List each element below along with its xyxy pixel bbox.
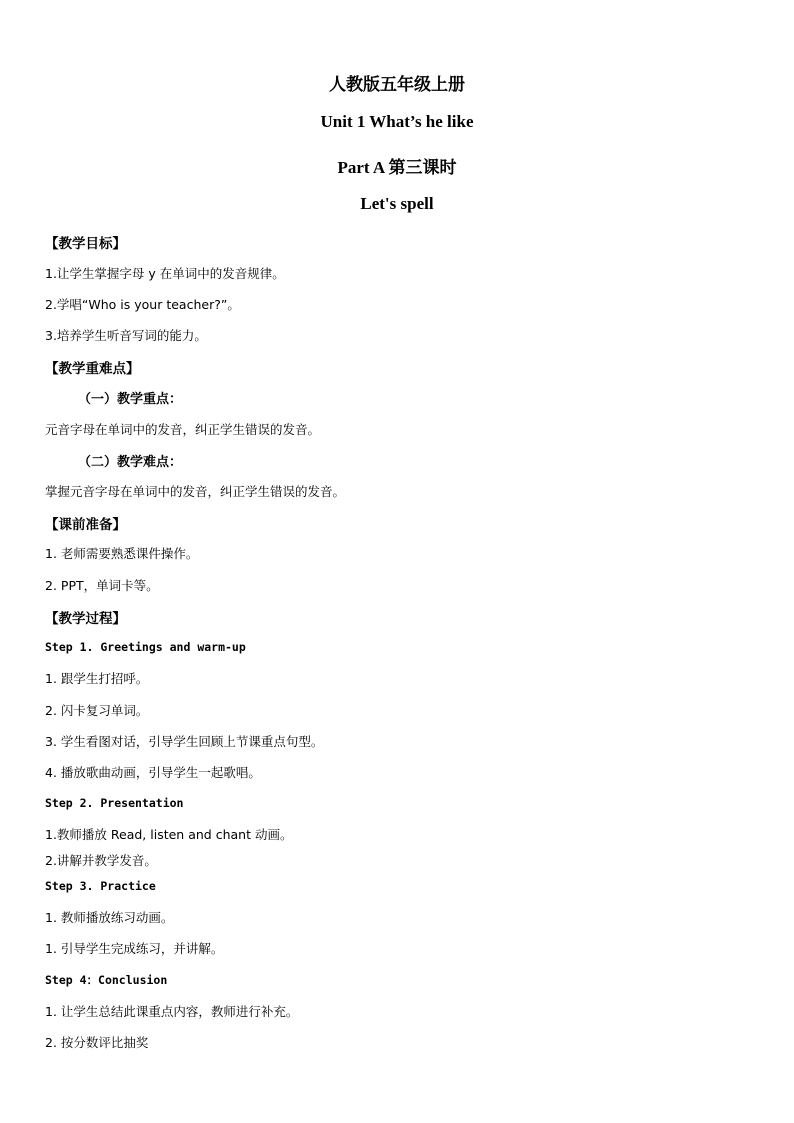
step-3-item: 1. 引导学生完成练习，并讲解。	[45, 941, 224, 956]
step-1-item: 4. 播放歌曲动画，引导学生一起歌唱。	[45, 765, 261, 780]
step-4-item: 1. 让学生总结此课重点内容，教师进行补充。	[45, 1004, 299, 1019]
step-1-title: Step 1. Greetings and warm-up	[45, 640, 246, 654]
part-title: Part A 第三课时	[337, 158, 457, 177]
difficult-point-text: 掌握元音字母在单词中的发音，纠正学生错误的发音。	[45, 484, 346, 499]
unit-title: Unit 1 What’s he like	[320, 112, 474, 131]
step-2-title: Step 2. Presentation	[45, 796, 184, 810]
document-title: 人教版五年级上册	[329, 75, 465, 94]
lesson-title: Let's spell	[360, 194, 434, 213]
preparation-heading: 【课前准备】	[45, 517, 126, 533]
difficult-point-label: （二）教学难点：	[78, 455, 183, 470]
objective-item: 3.培养学生听音写词的能力。	[45, 328, 207, 343]
objective-item: 1.让学生掌握字母 y 在单词中的发音规律。	[45, 266, 285, 281]
step-1-item: 1. 跟学生打招呼。	[45, 671, 149, 686]
step-4-item: 2. 按分数评比抽奖	[45, 1035, 149, 1050]
step-3-item: 1. 教师播放练习动画。	[45, 910, 174, 925]
step-3-title: Step 3. Practice	[45, 879, 156, 893]
objectives-heading: 【教学目标】	[45, 236, 126, 252]
preparation-item: 1. 老师需要熟悉课件操作。	[45, 546, 199, 561]
keypoints-heading: 【教学重难点】	[45, 361, 140, 377]
step-4-title: Step 4：Conclusion	[45, 973, 168, 987]
step-2-item: 2.讲解并教学发音。	[45, 853, 157, 868]
key-point-text: 元音字母在单词中的发音，纠正学生错误的发音。	[45, 422, 321, 437]
key-point-label: （一）教学重点：	[78, 392, 183, 407]
preparation-item: 2. PPT，单词卡等。	[45, 578, 159, 593]
step-2-item: 1.教师播放 Read, listen and chant 动画。	[45, 827, 293, 842]
objective-item: 2.学唱“Who is your teacher?”。	[45, 297, 240, 312]
step-1-item: 3. 学生看图对话，引导学生回顾上节课重点句型。	[45, 734, 324, 749]
process-heading: 【教学过程】	[45, 611, 126, 627]
step-1-item: 2. 闪卡复习单词。	[45, 703, 149, 718]
